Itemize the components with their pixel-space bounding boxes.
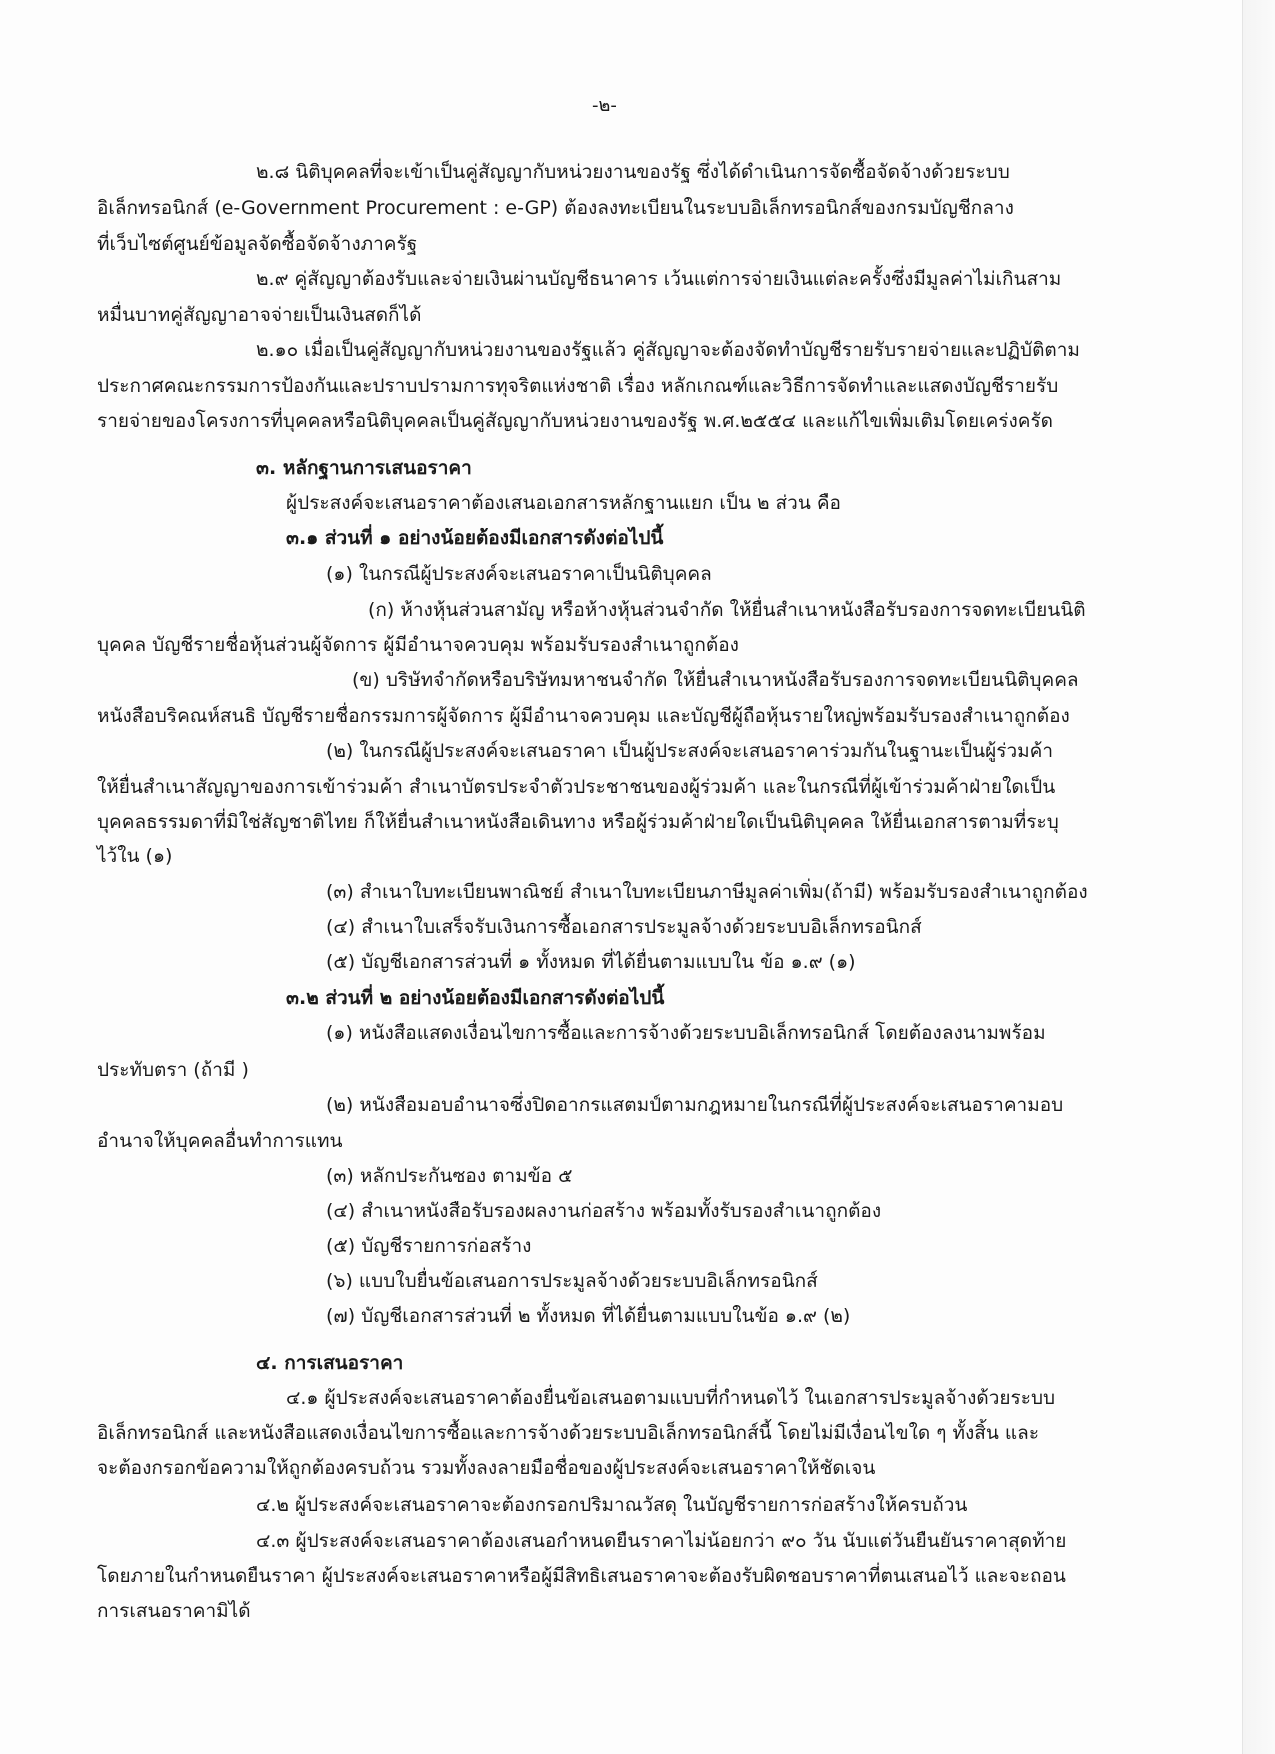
part-1-item-3: (๓) สำเนาใบทะเบียนพาณิชย์ สำเนาใบทะเบียนภาษีมูลค่าเพิ่ม(ถ้ามี) พร้อมรับรองสำเนาถูกต้อง: [326, 881, 1088, 903]
part-2-item-1-line1: (๑) หนังสือแสดงเงื่อนไขการซื้อและการจ้างด้วยระบบอิเล็กทรอนิกส์ โดยต้องลงนามพร้อม: [326, 1022, 1046, 1044]
part-1-item-2-line4: ไว้ใน (๑): [97, 845, 173, 867]
part-2-item-1-line2: ประทับตรา (ถ้ามี ): [97, 1059, 249, 1081]
part-2-item-2-line1: (๒) หนังสือมอบอำนาจซึ่งปิดอากรแสตมป์ตามกฎหมายในกรณีที่ผู้ประสงค์จะเสนอราคามอบ: [326, 1094, 1064, 1116]
clause-2-9-line1: ๒.๙ คู่สัญญาต้องรับและจ่ายเงินผ่านบัญชีธนาคาร เว้นแต่การจ่ายเงินแต่ละครั้งซึ่งมีมูลค่าไม่เกินสาม: [256, 268, 1062, 290]
part-1-item-1: (๑) ในกรณีผู้ประสงค์จะเสนอราคาเป็นนิติบุคคล: [326, 563, 712, 585]
clause-2-8-line3: ที่เว็บไซต์ศูนย์ข้อมูลจัดซื้อจัดจ้างภาครัฐ: [97, 233, 418, 255]
clause-2-9-line2: หมื่นบาทคู่สัญญาอาจจ่ายเป็นเงินสดก็ได้: [97, 304, 422, 326]
clause-2-8-line1: ๒.๘ นิติบุคคลที่จะเข้าเป็นคู่สัญญากับหน่วยงานของรัฐ ซึ่งได้ดำเนินการจัดซื้อจัดจ้างด้วยระบบ: [256, 161, 1010, 183]
part-2-item-4: (๔) สำเนาหนังสือรับรองผลงานก่อสร้าง พร้อมทั้งรับรองสำเนาถูกต้อง: [326, 1200, 882, 1222]
clause-4-2: ๔.๒ ผู้ประสงค์จะเสนอราคาจะต้องกรอกปริมาณวัสดุ ในบัญชีรายการก่อสร้างให้ครบถ้วน: [256, 1494, 968, 1516]
part-2-item-3: (๓) หลักประกันซอง ตามข้อ ๕: [326, 1165, 573, 1187]
part-2-heading: ๓.๒ ส่วนที่ ๒ อย่างน้อยต้องมีเอกสารดังต่อไปนี้: [286, 987, 665, 1009]
part-1-item-1b-line2: หนังสือบริคณห์สนธิ บัญชีรายชื่อกรรมการผู้จัดการ ผู้มีอำนาจควบคุม และบัญชีผู้ถือหุ้นรายใหญ่พร้อมรับรองสำเนาถูกต้อง: [97, 705, 1070, 727]
clause-2-10-line3: รายจ่ายของโครงการที่บุคคลหรือนิติบุคคลเป็นคู่สัญญากับหน่วยงานของรัฐ พ.ศ.๒๕๕๔ และแก้ไขเพิ่มเติมโดยเคร่งครัด: [97, 410, 1054, 432]
part-1-item-4: (๔) สำเนาใบเสร็จรับเงินการซื้อเอกสารประมูลจ้างด้วยระบบอิเล็กทรอนิกส์: [326, 916, 922, 938]
clause-4-1-line2: อิเล็กทรอนิกส์ และหนังสือแสดงเงื่อนไขการซื้อและการจ้างด้วยระบบอิเล็กทรอนิกส์นี้ โดยไม่มีเงื่อนไขใด ๆ ทั้งสิ้น และ: [97, 1422, 1040, 1444]
part-1-item-1a-line2: บุคคล บัญชีรายชื่อหุ้นส่วนผู้จัดการ ผู้มีอำนาจควบคุม พร้อมรับรองสำเนาถูกต้อง: [97, 634, 739, 656]
part-2-item-6: (๖) แบบใบยื่นข้อเสนอการประมูลจ้างด้วยระบบอิเล็กทรอนิกส์: [326, 1270, 818, 1292]
section-4-heading: ๔. การเสนอราคา: [256, 1352, 404, 1374]
section-3-heading: ๓. หลักฐานการเสนอราคา: [256, 457, 472, 479]
clause-2-10-line1: ๒.๑๐ เมื่อเป็นคู่สัญญากับหน่วยงานของรัฐแล้ว คู่สัญญาจะต้องจัดทำบัญชีรายรับรายจ่ายและปฏิบัติตาม: [256, 339, 1080, 361]
clause-2-8-line2: อิเล็กทรอนิกส์ (e-Government Procurement : e-GP) ต้องลงทะเบียนในระบบอิเล็กทรอนิกส์ของกรมบัญชีกลาง: [97, 197, 1014, 219]
section-3-intro: ผู้ประสงค์จะเสนอราคาต้องเสนอเอกสารหลักฐานแยก เป็น ๒ ส่วน คือ: [286, 492, 841, 514]
part-1-item-2-line1: (๒) ในกรณีผู้ประสงค์จะเสนอราคา เป็นผู้ประสงค์จะเสนอราคาร่วมกันในฐานะเป็นผู้ร่วมค้า: [326, 740, 1054, 762]
part-1-item-5: (๕) บัญชีเอกสารส่วนที่ ๑ ทั้งหมด ที่ได้ยื่นตามแบบใน ข้อ ๑.๙ (๑): [326, 951, 856, 973]
part-2-item-2-line2: อำนาจให้บุคคลอื่นทำการแทน: [97, 1130, 343, 1152]
clause-2-10-line2: ประกาศคณะกรรมการป้องกันและปราบปรามการทุจริตแห่งชาติ เรื่อง หลักเกณฑ์และวิธีการจัดทำและแสดงบัญชีรายรับ: [97, 375, 1059, 397]
part-1-item-1a-line1: (ก) ห้างหุ้นส่วนสามัญ หรือห้างหุ้นส่วนจำกัด ให้ยื่นสำเนาหนังสือรับรองการจดทะเบียนนิติ: [368, 599, 1086, 621]
part-1-heading: ๓.๑ ส่วนที่ ๑ อย่างน้อยต้องมีเอกสารดังต่อไปนี้: [286, 527, 664, 549]
part-1-item-2-line2: ให้ยื่นสำเนาสัญญาของการเข้าร่วมค้า สำเนาบัตรประจำตัวประชาชนของผู้ร่วมค้า และในกรณีที่ผู้เข้าร่วมค้าฝ่ายใดเป็น: [97, 776, 1056, 798]
clause-4-3-line2: โดยภายในกำหนดยืนราคา ผู้ประสงค์จะเสนอราคาหรือผู้มีสิทธิเสนอราคาจะต้องรับผิดชอบราคาที่ตนเสนอไว้ และจะถอน: [97, 1565, 1066, 1587]
page-number: -๒-: [592, 95, 617, 116]
clause-4-3-line3: การเสนอราคามิได้: [97, 1600, 251, 1622]
clause-4-1-line3: จะต้องกรอกข้อความให้ถูกต้องครบถ้วน รวมทั้งลงลายมือชื่อของผู้ประสงค์จะเสนอราคาให้ชัดเจน: [97, 1457, 876, 1479]
part-1-item-1b-line1: (ข) บริษัทจำกัดหรือบริษัทมหาชนจำกัด ให้ยื่นสำเนาหนังสือรับรองการจดทะเบียนนิติบุคคล: [352, 669, 1079, 691]
scan-edge: [1242, 0, 1275, 1754]
part-2-item-5: (๕) บัญชีรายการก่อสร้าง: [326, 1235, 532, 1257]
clause-4-1-line1: ๔.๑ ผู้ประสงค์จะเสนอราคาต้องยื่นข้อเสนอตามแบบที่กำหนดไว้ ในเอกสารประมูลจ้างด้วยระบบ: [286, 1387, 1056, 1409]
part-1-item-2-line3: บุคคลธรรมดาที่มิใช่สัญชาติไทย ก็ให้ยื่นสำเนาหนังสือเดินทาง หรือผู้ร่วมค้าฝ่ายใดเป็นนิติบุคคล ให้ยื่นเอกสารตามที่ระบุ: [97, 811, 1059, 833]
clause-4-3-line1: ๔.๓ ผู้ประสงค์จะเสนอราคาต้องเสนอกำหนดยืนราคาไม่น้อยกว่า ๙๐ วัน นับแต่วันยืนยันราคาสุดท้าย: [256, 1530, 1067, 1552]
part-2-item-7: (๗) บัญชีเอกสารส่วนที่ ๒ ทั้งหมด ที่ได้ยื่นตามแบบในข้อ ๑.๙ (๒): [326, 1305, 851, 1327]
